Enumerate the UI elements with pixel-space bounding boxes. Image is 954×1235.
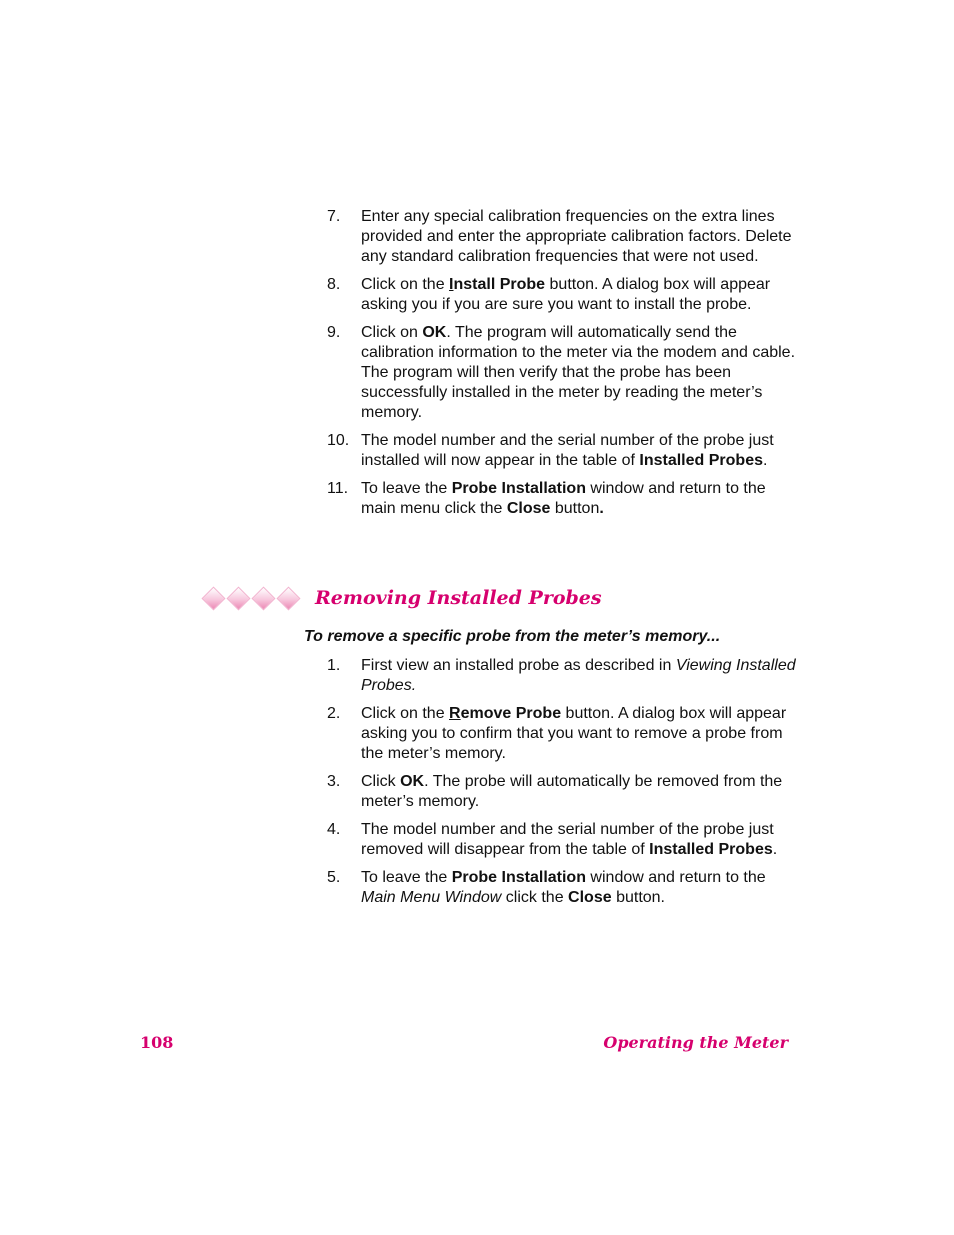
diamond-icon	[226, 586, 250, 610]
step-number: 11.	[327, 480, 349, 497]
text-run: Installed Probes	[639, 452, 763, 469]
text-run: I	[449, 276, 454, 293]
step-number: 1.	[327, 657, 341, 674]
list-item	[327, 656, 797, 696]
text-run: Probe Installation	[451, 869, 586, 886]
step-text	[361, 479, 797, 519]
text-run: .	[772, 841, 778, 858]
list-item	[327, 207, 797, 267]
text-run: nstall Probe	[453, 276, 546, 293]
text-run: Enter any special calibration frequencies on the extra lines provided and enter the appropriate calibration factors. Delete any standard calibration frequencies that were not used.	[361, 208, 792, 265]
text-run: Click	[361, 773, 401, 790]
step-text	[361, 207, 797, 267]
step-text	[361, 704, 797, 764]
text-run: Close	[568, 889, 612, 906]
text-run: . The program will automatically send the calibration information to the meter via the modem and cable. The program will then verify that the probe has been successfully installed in the meter by reading the meter’s memory.	[361, 324, 796, 421]
text-run: button. A dialog box will appear asking you if you are sure you want to install the probe.	[361, 276, 771, 313]
text-run: emove Probe	[460, 705, 562, 722]
text-run: Main Menu Window	[361, 889, 502, 906]
step-number: 10.	[327, 432, 350, 449]
text-run: Click on the	[361, 705, 450, 722]
list-item	[327, 431, 797, 471]
step-text	[361, 868, 797, 908]
text-run: OK	[400, 773, 425, 790]
steps-list-top	[327, 207, 797, 527]
list-item	[327, 479, 797, 519]
text-run: Close	[506, 500, 551, 517]
page-number: 108	[140, 1033, 174, 1052]
diamond-icon	[201, 586, 225, 610]
text-run: To leave the	[361, 480, 452, 497]
section-title: Removing Installed Probes	[315, 587, 602, 609]
step-text	[361, 275, 797, 315]
steps-list-bottom	[327, 656, 797, 916]
step-number: 2.	[327, 705, 341, 722]
list-item	[327, 868, 797, 908]
text-run: Click on the	[361, 276, 450, 293]
text-run: R	[449, 705, 461, 722]
text-run: To leave the	[361, 869, 452, 886]
text-run: The model number and the serial number of the probe just removed will disappear from the table of	[361, 821, 774, 858]
text-run: .	[762, 452, 768, 469]
list-item	[327, 820, 797, 860]
step-number: 5.	[327, 869, 341, 886]
step-number: 7.	[327, 208, 341, 225]
text-run: . The probe will automatically be removed from the meter’s memory.	[361, 773, 783, 810]
text-run: button	[550, 500, 600, 517]
text-run: Viewing Installed Probes.	[361, 657, 796, 694]
text-run: click the	[501, 889, 569, 906]
text-run: button.	[611, 889, 665, 906]
diamond-icon	[251, 586, 275, 610]
list-item	[327, 275, 797, 315]
text-run: OK	[422, 324, 447, 341]
step-text	[361, 820, 797, 860]
text-run: Installed Probes	[649, 841, 773, 858]
running-footer-title: Operating the Meter	[603, 1033, 788, 1052]
text-run: Click on	[361, 324, 423, 341]
step-text	[361, 323, 797, 423]
list-item	[327, 772, 797, 812]
list-item	[327, 323, 797, 423]
diamond-icon	[276, 586, 300, 610]
text-run: window and return to the	[585, 869, 766, 886]
text-run: First view an installed probe as described in	[361, 657, 676, 674]
text-run: button. A dialog box will appear asking you to confirm that you want to remove a probe from the meter’s memory.	[361, 705, 787, 762]
list-item	[327, 704, 797, 764]
text-run: window and return to the main menu click the	[361, 480, 766, 517]
text-run: Probe Installation	[451, 480, 586, 497]
section-heading	[205, 585, 602, 611]
step-number: 8.	[327, 276, 341, 293]
step-number: 4.	[327, 821, 341, 838]
text-run: .	[599, 500, 604, 517]
step-number: 3.	[327, 773, 341, 790]
step-text	[361, 431, 797, 471]
text-run: The model number and the serial number of the probe just installed will now appear in the table of	[361, 432, 774, 469]
step-text	[361, 772, 797, 812]
diamond-ornament-icon	[205, 590, 305, 607]
procedure-subheading: To remove a specific probe from the meter’s memory...	[304, 628, 721, 645]
step-number: 9.	[327, 324, 341, 341]
step-text	[361, 656, 797, 696]
